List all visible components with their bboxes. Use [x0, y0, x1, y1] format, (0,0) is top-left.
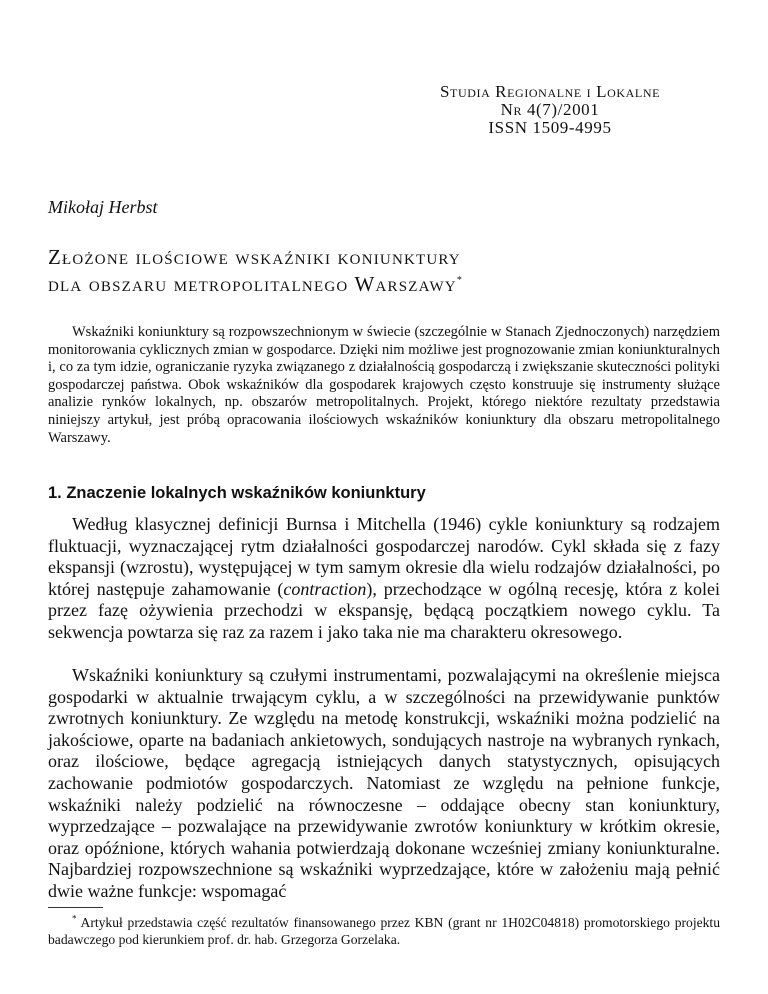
- journal-issn: ISSN 1509-4995: [488, 118, 612, 137]
- para1-text-start: Według klasycznej definicji Burnsa i Mitchella (1946) cykle koniunktury są rodzajem fluktuacji, wyznaczającej rytm działalności gospodarczej narodów. Cykl składa się z fazy ekspansji (wzrostu), występującej w tym samym okresie dla wielu rodzajów działalności, po której następuje zahamowanie (: [48, 514, 720, 599]
- journal-name: Studia Regionalne i Lokalne: [439, 82, 661, 101]
- article-title-line-2-wrap: [48, 271, 720, 298]
- abstract: Wskaźniki koniunktury są rozpowszechnionym w świecie (szczególnie w Stanach Zjednoczonych) narzędziem monitorowania cyklicznych zmian w gospodarce. Dzięki nim możliwe jest prognozowanie zmian koniunkturalnych i, co za tym idzie, ograniczanie ryzyka związanego z działalnością gospodarczą i zwiększanie skuteczności polityki gospodarczej państwa. Obok wskaźników dla gospodarek krajowych często konstruuje się instrumenty służące analizie rynków lokalnych, np. obszarów metropolitalnych. Projekt, którego niektóre rezultaty przedstawia niniejszy artykuł, jest próbą opracowania ilościowych wskaźników koniunktury dla obszaru metropolitalnego Warszawy.: [48, 324, 720, 446]
- article-title-line-1: Złożone ilościowe wskaźniki koniunktury: [48, 245, 461, 269]
- title-footnote-mark[interactable]: *: [456, 275, 464, 286]
- article-title-line-2: dla obszaru metropolitalnego Warszawy: [48, 272, 457, 296]
- author-name: Mikołaj Herbst: [48, 197, 158, 217]
- para1-italic-term: contraction: [283, 578, 367, 599]
- para1-text-end: ), przechodzące w ogólną recesję, która z kolei przez fazę ożywienia przechodzi w ekspansję, będącą początkiem nowego cyklu. Ta sekwencja powtarza się raz za razem i jako taka nie ma charakteru okresowego.: [48, 578, 721, 642]
- footnote-divider: [48, 907, 103, 908]
- body-paragraph-2: Wskaźniki koniunktury są czułymi instrumentami, pozwalającymi na określenie miejsca gospodarki w aktualnie trwającym cyklu, a w szczególności na przewidywanie punktów zwrotnych koniunktury. Ze względu na metodę konstrukcji, wskaźniki można podzielić na jakościowe, oparte na badaniach ankietowych, sondujących nastroje na wybranych rynkach, oraz ilościowe, będące agregacją istniejących danych statystycznych, opisujących zachowanie podmiotów gospodarczych. Natomiast ze względu na pełnione funkcje, wskaźniki należy podzielić na równoczesne – oddające obecny stan koniunktury, wyprzedzające – pozwalające na przewidywanie zwrotów koniunktury w krótkim okresie, oraz opóźnione, których wahania potwierdzają dokonane wcześniej zmiany koniunkturalne. Najbardziej rozpowszechnione są wskaźniki wyprzedzające, które w założeniu mają pełnić dwie ważne funkcje: wspomagać: [48, 665, 720, 901]
- section-heading: 1. Znaczenie lokalnych wskaźników koniunktury: [48, 484, 426, 502]
- footnote-text: Artykuł przedstawia część rezultatów finansowanego przez KBN (grant nr 1H02C04818) promotorskiego projektu badawczego pod kierunkiem prof. dr. hab. Grzegorza Gorzelaka.: [48, 915, 721, 947]
- body-paragraph-1: [48, 514, 720, 644]
- footnote: [48, 914, 720, 948]
- journal-issue: Nr 4(7)/2001: [500, 100, 600, 119]
- article-title: [48, 244, 720, 298]
- footnote-mark: *: [72, 913, 77, 924]
- journal-header: [390, 83, 710, 137]
